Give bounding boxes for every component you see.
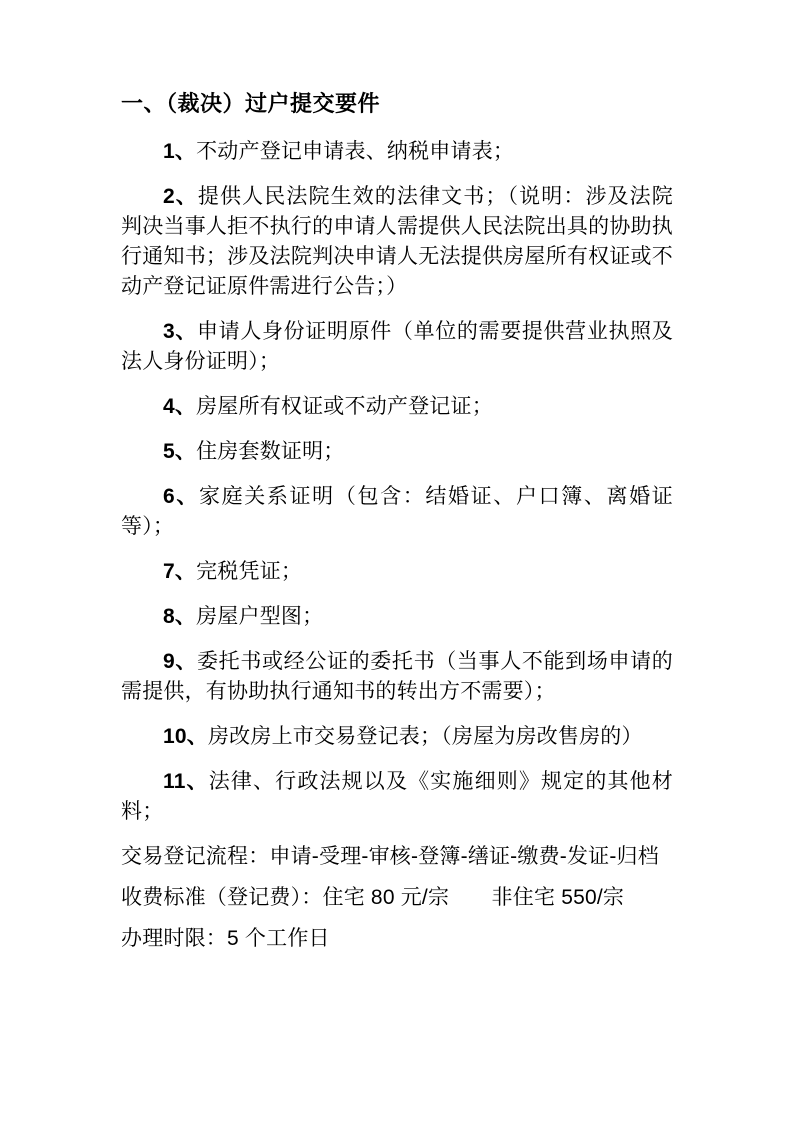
item-number: 3、 (163, 320, 197, 343)
list-item (121, 482, 673, 542)
item-number: 11、 (163, 770, 209, 793)
item-number: 10、 (163, 725, 208, 748)
item-text: 不动产登记申请表、纳税申请表； (196, 140, 515, 163)
processing-time-line: 办理时限：5 个工作日 (121, 927, 330, 950)
transaction-process-line: 交易登记流程：申请-受理-审核-登簿-缮证-缴费-发证-归档 (121, 845, 659, 868)
item-text: 房改房上市交易登记表；（房屋为房改售房的） (207, 725, 643, 748)
item-number: 5、 (163, 440, 197, 463)
list-item (121, 557, 673, 587)
item-text: 法律、行政法规以及《实施细则》规定的其他材料； (121, 770, 673, 823)
list-item (121, 437, 673, 467)
item-number: 6、 (163, 485, 199, 508)
item-number: 1、 (163, 140, 197, 163)
item-number: 9、 (163, 650, 197, 673)
list-item (121, 182, 673, 302)
item-number: 4、 (163, 395, 197, 418)
list-item (121, 647, 673, 707)
item-number: 8、 (163, 605, 197, 628)
list-item (121, 317, 673, 377)
item-number: 2、 (163, 185, 198, 208)
list-item (121, 767, 673, 827)
list-item (121, 137, 673, 167)
list-item (121, 602, 673, 632)
item-text: 委托书或经公证的委托书（当事人不能到场申请的需提供，有协助执行通知书的转出方不需要）； (121, 650, 673, 703)
item-number: 7、 (163, 560, 197, 583)
page-title: 一、（裁决）过户提交要件 (121, 91, 381, 116)
item-text: 完税凭证； (196, 560, 303, 583)
item-text: 家庭关系证明（包含：结婚证、户口簿、离婚证等）； (121, 485, 673, 538)
item-text: 房屋所有权证或不动产登记证； (196, 395, 493, 418)
fee-standard-line: 收费标准（登记费）：住宅 80 元/宗 非住宅 550/宗 (121, 886, 625, 909)
item-text: 住房套数证明； (196, 440, 345, 463)
item-text: 房屋户型图； (196, 605, 324, 628)
list-item (121, 722, 673, 752)
item-text: 提供人民法院生效的法律文书；（说明：涉及法院判决当事人拒不执行的申请人需提供人民法院出具的协助执行通知书；涉及法院判决申请人无法提供房屋所有权证或不动产登记证原件需进行公告；） (121, 185, 673, 298)
item-text: 申请人身份证明原件（单位的需要提供营业执照及法人身份证明）； (121, 320, 673, 373)
list-item (121, 392, 673, 422)
